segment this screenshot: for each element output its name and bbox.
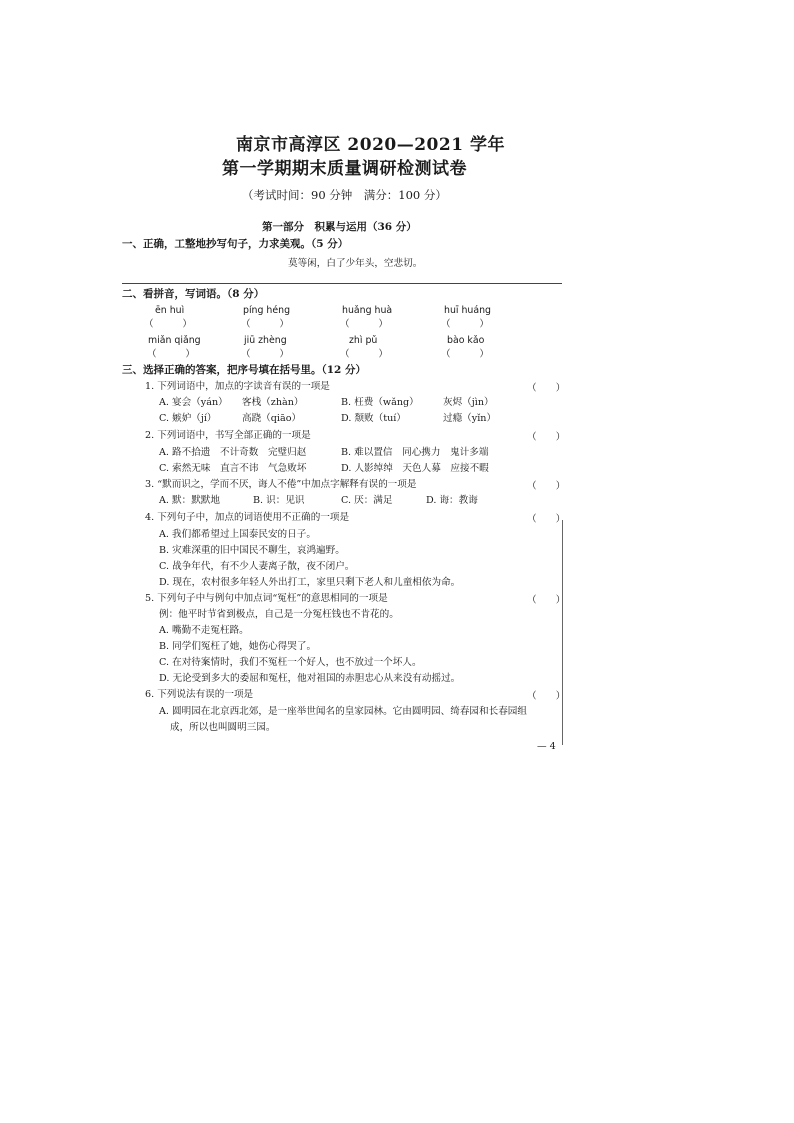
q3-2-stem: 2. 下列词语中，书写全部正确的一项是 [145,430,311,441]
q3-5-answer[interactable]: （ ） [527,595,566,606]
q3-3-option-b: B. 识：见识 [253,495,305,506]
q3-1-answer[interactable]: （ ） [527,383,566,394]
pinyin-8: bào kǎo [447,335,485,346]
q3-5-option-b: B. 同学们冤枉了她，她伤心得哭了。 [159,641,317,652]
q3-2-option-c: C. 索然无味 直言不讳 气急败坏 [159,463,307,474]
answer-box-5[interactable]: （ ） [147,349,195,360]
q3-6-stem: 6. 下列说法有误的一项是 [145,689,254,700]
q3-1-stem: 1. 下列词语中，加点的字读音有误的一项是 [145,381,330,392]
q3-6-option-a-line1: A. 圆明园在北京西北郊，是一座举世闻名的皇家园林。它由圆明园、绮春园和长春园组 [159,706,527,717]
q3-header: 三、选择正确的答案，把序号填在括号里。（12 分） [122,364,367,376]
page-number: — 4 [537,741,556,752]
q3-5-option-c: C. 在对待案情时，我们不冤枉一个好人，也不放过一个坏人。 [159,657,422,668]
q3-3-option-c: C. 厌：满足 [341,495,393,506]
q3-5-stem: 5. 下列句子中与例句中加点词“冤枉”的意思相同的一项是 [145,593,388,604]
pinyin-4: huī huáng [444,305,491,316]
answer-box-1[interactable]: （ ） [144,319,192,330]
exam-title-line2: 第一学期期末质量调研检测试卷 [222,159,467,179]
answer-box-4[interactable]: （ ） [441,319,489,330]
q3-4-option-a: A. 我们都希望过上国泰民安的日子。 [159,529,316,540]
q2-header: 二、看拼音，写词语。（8 分） [122,288,265,300]
q3-1-option-a1: A. 宴会（yán） [159,397,228,408]
q3-1-option-a2: 客栈（zhàn） [242,397,304,408]
q3-1-option-b1: B. 枉费（wǎng） [341,397,419,408]
q1-header: 一、正确，工整地抄写句子，力求美观。（5 分） [122,238,349,250]
q3-3-option-a: A. 默：默默地 [159,495,220,506]
answer-box-3[interactable]: （ ） [340,319,388,330]
q3-1-option-d1: D. 颓败（tuí） [341,413,406,424]
q3-6-answer[interactable]: （ ） [527,691,566,702]
q3-2-answer[interactable]: （ ） [527,432,566,443]
exam-info: （考试时间：90 分钟 满分：100 分） [242,188,447,202]
q3-1-option-b2: 灰烬（jìn） [443,397,494,408]
answer-box-8[interactable]: （ ） [441,349,489,360]
pinyin-7: zhì pǔ [349,335,378,346]
answer-box-2[interactable]: （ ） [241,319,289,330]
q3-1-option-d2: 过瘾（yǐn） [443,413,497,424]
exam-title-line1: 南京市高淳区 2020—2021 学年 [236,135,505,155]
page-edge-line [562,520,563,745]
q3-4-answer[interactable]: （ ） [527,514,566,525]
q3-4-option-b: B. 灾难深重的旧中国民不聊生，哀鸿遍野。 [159,545,345,556]
q3-6-option-a-line2: 成，所以也叫圆明三园。 [170,722,276,733]
q1-writing-line [122,283,562,284]
q3-1-option-c1: C. 嫉妒（jí） [159,413,217,424]
pinyin-6: jiū zhèng [244,335,287,346]
q3-3-stem: 3. “默而识之，学而不厌，诲人不倦”中加点字解释有误的一项是 [145,479,417,490]
pinyin-5: miǎn qiǎng [148,335,201,346]
answer-box-7[interactable]: （ ） [340,349,388,360]
q3-2-option-b: B. 难以置信 同心携力 鬼计多端 [341,447,489,458]
q3-4-option-c: C. 战争年代，有不少人妻离子散，夜不闭户。 [159,561,355,572]
q3-3-option-d: D. 诲：教诲 [426,495,478,506]
pinyin-2: píng héng [243,305,291,316]
q3-2-option-a: A. 路不拾遗 不计奇数 完璧归赵 [159,447,307,458]
q3-4-option-d: D. 现在，农村很多年轻人外出打工，家里只剩下老人和儿童相依为命。 [159,577,461,588]
part1-heading: 第一部分 积累与运用（36 分） [262,221,417,233]
answer-box-6[interactable]: （ ） [241,349,289,360]
q1-sentence: 莫等闲，白了少年头，空悲切。 [288,258,423,269]
q3-5-option-a: A. 嘴勤不走冤枉路。 [159,625,249,636]
q3-2-option-d: D. 人影绰绰 天色人募 应接不暇 [341,463,489,474]
q3-5-option-d: D. 无论受到多大的委屈和冤枉，他对祖国的赤胆忠心从来没有动摇过。 [159,673,461,684]
pinyin-1: ēn huì [155,305,185,316]
q3-1-option-c2: 高跷（qiāo） [242,413,302,424]
q3-5-example: 例：他平时节省到极点，自己是一分冤枉钱也不肯花的。 [159,609,399,620]
q3-4-stem: 4. 下列句子中，加点的词语使用不正确的一项是 [145,512,350,523]
pinyin-3: huǎng huà [342,305,393,316]
q3-3-answer[interactable]: （ ） [527,481,566,492]
